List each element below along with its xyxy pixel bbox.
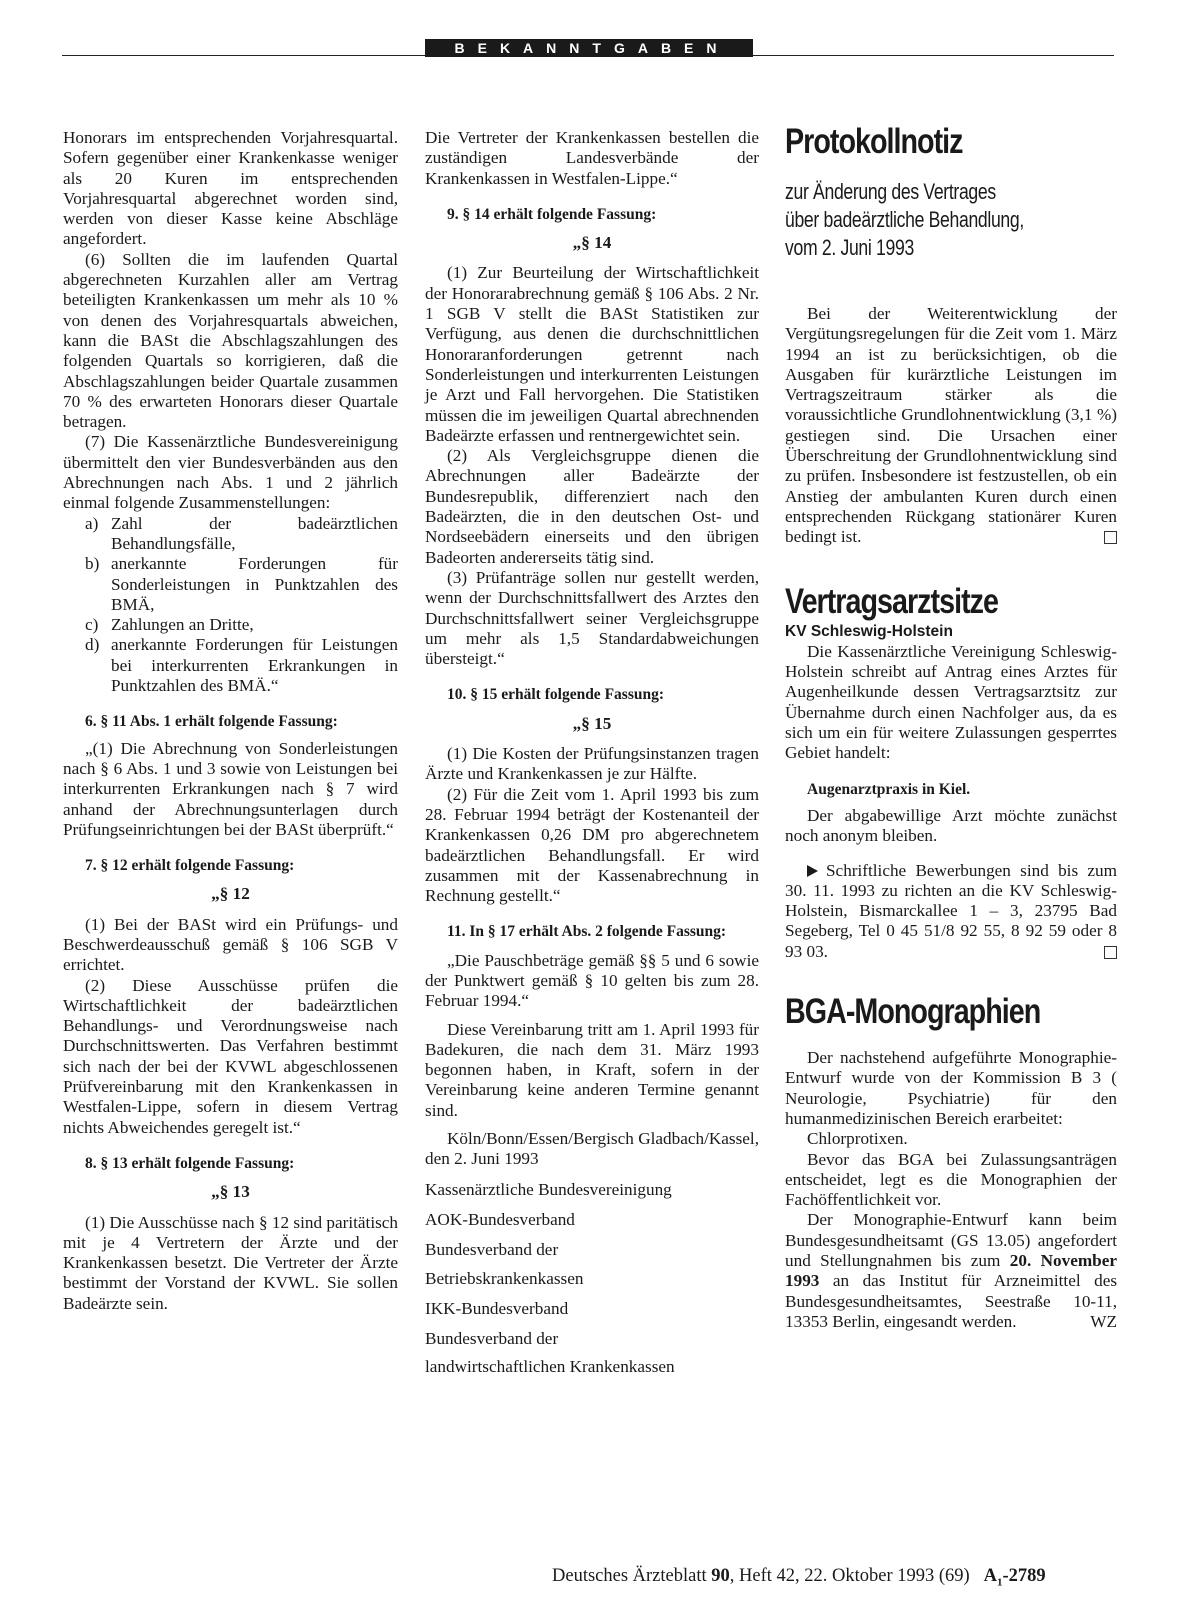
paragraph: Der Monographie-Entwurf kann beim Bundesgesundheitsamt (GS 13.05) angefordert und Stellungnahmen bis zum 20. November 1993 an das Institut für Arzneimittel des Bundesgesundheitsamtes, Seestraße 10-11, 13353 Berlin, eingesandt werden. WZ [785,1210,1118,1331]
paragraph: (1) Zur Beurteilung der Wirtschaftlichkeit der Honorarabrechnung gemäß § 106 Abs. 2 Nr. 1 SGB V stellt die BASt Statistiken zur Verfügung, aus denen die durchschnittlichen Honoraranforderungen getrennt nach Sonderleistungen und interkurrenten Leistungen je Arzt und Fall hervorgehen. Die Statistiken müssen die im jeweiligen Quartal abrechnenden Badeärzte erfassen und rentnergewichtet sein. [425,263,759,445]
column-3 [785,122,1117,1332]
paragraph: (7) Die Kassenärztliche Bundesvereinigung übermittelt den vier Bundesverbänden aus den Abrechnungen nach Abs. 1 und 2 jährlich einmal folgende Zusammenstellungen: [63,432,398,513]
paragraph: (2) Diese Ausschüsse prüfen die Wirtschaftlichkeit der badeärztlichen Behandlungs- und Verordnungsweise nach Durchschnittswerten. Das Verfahren bestimmt sich nach der bei der KVWL abgeschlossenen Prüfvereinbarung mit den Krankenkassen in Westfalen-Lippe, sofern in diesem Vertrag nichts Abweichendes geregelt ist.“ [63,975,398,1137]
paragraph: Der abgabewillige Arzt möchte zunächst noch anonym bleiben. [785,805,1117,846]
section-heading: 10. § 15 erhält folgende Fassung: [447,686,664,704]
signatory: landwirtschaftlichen Krankenkassen [425,1357,675,1377]
paragraph: „(1) Die Abrechnung von Sonderleistungen nach § 6 Abs. 1 und 3 sowie von Leistungen bei interkurrenten Erkrankungen nach § 7 wird anhand der Abrechnungsunterlagen durch Prüfungseinrichtungen bei der BASt überprüft.“ [63,738,398,839]
paragraph-title: „§ 15 [572,713,612,733]
paragraph: Köln/Bonn/Essen/Bergisch Gladbach/Kassel, den 2. Juni 1993 [425,1129,759,1169]
section-heading: 6. § 11 Abs. 1 erhält folgende Fassung: [85,713,338,731]
paragraph: (1) Bei der BASt wird ein Prüfungs- und Beschwerdeausschuß gemäß § 106 SGB V errichtet. [63,914,398,975]
paragraph: Chlorprotixen. [807,1129,908,1149]
section-heading: 8. § 13 erhält folgende Fassung: [85,1154,295,1172]
page-footer: Deutsches Ärzteblatt 90, Heft 42, 22. Oktober 1993 (69) $A_1-2789$ [552,1566,1046,1589]
end-mark-icon [1104,946,1117,959]
signatory: Betriebskrankenkassen [425,1268,584,1288]
signatory: AOK-Bundesverband [425,1209,575,1229]
paragraph: Diese Vereinbarung tritt am 1. April 1993 für Badekuren, die nach dem 31. März 1993 begonnen haben, in Kraft, sofern in der Vereinbarung keine anderen Termine genannt sind. [425,1019,759,1120]
list-item: d) anerkannte Forderungen für Leistungen bei interkurrenten Erkrankungen in Punktzahlen des BMÄ.“ [85,635,398,696]
signatory: Kassenärztliche Bundesvereinigung [425,1179,672,1199]
article-title: BGA-Monographien [785,992,1041,1032]
list-item: b) anerkannte Forderungen für Sonderleistungen in Punktzahlen des BMÄ, [85,554,398,614]
signatory: Bundesverband der [425,1240,559,1260]
column-1 [63,128,398,1314]
arrow-right-icon [807,865,818,877]
paragraph: (3) Prüfanträge sollen nur gestellt werden, wenn der Durchschnittsfallwert des Arztes den Durchschnittsfallwert seiner Vergleichsgruppe um mehr als 1,5 Standardabweichungen übersteigt.“ [425,567,759,669]
paragraph: (1) Die Kosten der Prüfungsinstanzen tragen Ärzte und Krankenkassen je zur Hälfte. [425,744,759,784]
paragraph: Der nachstehend aufgeführte Monographie-Entwurf wurde von der Kommission B 3 ( Neurologie, Psychiatrie) für den humanmedizinischen Bereich erarbeitet: [785,1048,1117,1128]
article-title: Vertragsarztsitze [785,581,998,621]
paragraph: (2) Als Vergleichsgruppe dienen die Abrechnungen aller Badeärzte der Bundesrepublik, differenziert nach den Badeärzten, die in den deutschen Ost- und Nordseebädern einerseits und den übrigen Badeorten andererseits tätig sind. [425,446,759,567]
paragraph: Die Vertreter der Krankenkassen bestellen die zuständigen Landesverbände der Krankenkassen in Westfalen-Lippe.“ [425,128,759,188]
paragraph-title: „§ 13 [211,1182,250,1202]
paragraph: Bei der Weiterentwicklung der Vergütungsregelungen für die Zeit vom 1. März 1994 an ist zu berücksichtigen, ob die Ausgaben für kurärztliche Leistungen im Vertragszeitraum stärker als die voraussichtliche Grundlohnentwicklung (3,1 %) gestiegen sind. Die Ursachen einer Überschreitung der Grundlohnentwicklung sind zu prüfen. Insbesondere ist festzustellen, ob ein Anstieg der ambulanten Kuren durch einen entsprechenden Rückgang stationärer Kuren bedingt ist. [785,304,1117,547]
article-subheading: KV Schleswig-Holstein [785,622,953,640]
column-2 [425,128,759,1378]
paragraph: „Die Pauschbeträge gemäß §§ 5 und 6 sowie der Punktwert gemäß § 10 gelten bis zum 28. Februar 1994.“ [425,950,759,1011]
list [63,514,398,697]
paragraph: Die Kassenärztliche Vereinigung Schleswig-Holstein schreibt auf Antrag eines Arztes für Augenheilkunde dessen Vertragsarztsitz zur Übernahme durch einen Nachfolger aus, da es sich um ein für weitere Zulassungen gesperrtes Gebiet handelt: [785,641,1117,763]
list-item: c) Zahlungen an Dritte, [85,615,254,635]
article-subtitle: zur Änderung des Vertrages über badeärztliche Behandlung, vom 2. Juni 1993 [785,179,1024,260]
paragraph: Bevor das BGA bei Zulassungsanträgen entscheidet, legt es die Monographien der Fachöffentlichkeit vor. [785,1149,1117,1210]
section-heading: 11. In § 17 erhält Abs. 2 folgende Fassung: [447,923,727,941]
paragraph-title: „§ 14 [572,233,612,253]
paragraph: (2) Für die Zeit vom 1. April 1993 bis zum 28. Februar 1994 beträgt der Kostenanteil der Krankenkassen 0,26 DM pro abgerechnetem badeärztlichen Behandlungsfall. Er wird zusammen mit der Kassenabrechnung in Rechnung gestellt.“ [425,784,759,906]
article-title: Protokollnotiz [785,122,963,161]
paragraph: (6) Sollten die im laufenden Quartal abgerechneten Kurzahlen aller am Vertrag beteiligten Krankenkassen um mehr als 10 % von denen des Vorjahresquartals abweichen, kann die BASt die Abschlagszahlungen des folgenden Quartals so korrigieren, daß die Abschlagszahlungen beider Quartale zusammen 70 % des erwarteten Honorars dieser Quartale betragen. [63,249,398,432]
practice-heading: Augenarztpraxis in Kiel. [807,780,971,798]
paragraph-title: „§ 12 [211,884,250,904]
end-mark-icon [1104,531,1117,544]
signatory: Bundesverband der [425,1329,559,1349]
paragraph: Honorars im entsprechenden Vorjahresquartal. Sofern gegenüber einer Krankenkasse weniger als 20 Kuren im entsprechenden Vorjahresquartal abgerechnet worden sind, werden von dieser Kasse keine Abschläge angefordert. [63,128,398,249]
list-item: a) Zahl der badeärztlichen Behandlungsfälle, [85,513,398,553]
section-header: BEKANNTGABEN [425,39,753,57]
paragraph: Schriftliche Bewerbungen sind bis zum 30. 11. 1993 zu richten an die KV Schleswig-Holstein, Bismarckallee 1 – 3, 23795 Bad Segeberg, Tel 0 45 51/8 92 55, 8 92 59 oder 8 93 03. [785,860,1117,961]
section-heading: 9. § 14 erhält folgende Fassung: [447,205,657,223]
signatory: IKK-Bundesverband [425,1298,569,1318]
section-heading: 7. § 12 erhält folgende Fassung: [85,857,295,875]
paragraph: (1) Die Ausschüsse nach § 12 sind paritätisch mit je 4 Vertretern der Ärzte und der Krankenkassen besetzt. Die Vertreter der Ärzte bestimmt der Vorstand der KVWL. Sie sollen Badeärzte sein. [63,1212,398,1313]
